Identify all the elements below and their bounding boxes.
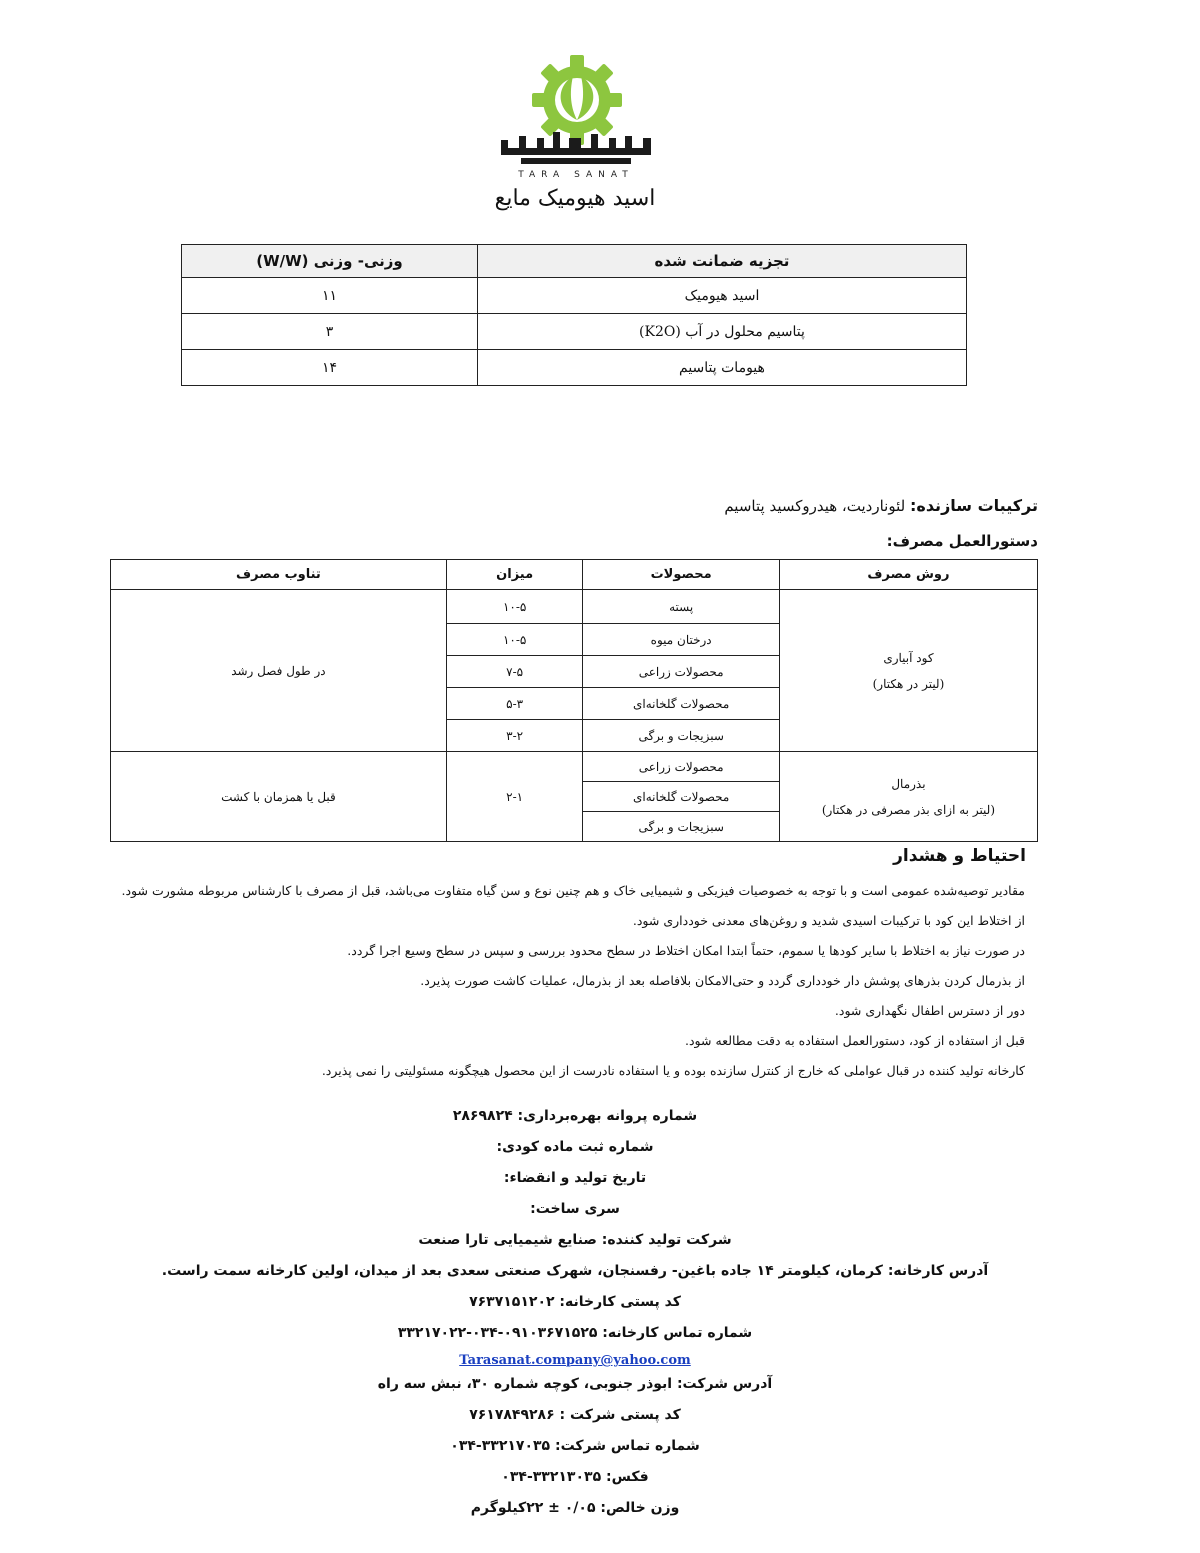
usage-interval: قبل یا همزمان با کشت — [111, 752, 447, 842]
usage-unit: (لیتر به ازای بذر مصرفی در هکتار) — [821, 802, 996, 817]
usage-header-method: روش مصرف — [779, 560, 1037, 590]
company-phone: شماره تماس شرکت: ۳۳۲۱۷۰۳۵-۰۳۴ — [450, 1438, 700, 1454]
table-header-row — [111, 560, 1038, 590]
caution-item: در صورت نیاز به اختلاط با سایر کودها یا سموم، حتماً ابتدا امکان اختلاط در سطح محدود بررسی و سپس در سطح وسیع اجرا گردد. — [347, 943, 1025, 958]
batch-number: سری ساخت: — [530, 1201, 620, 1217]
ingredients-value: لئوناردیت، هیدروکسید پتاسیم — [724, 497, 910, 515]
analysis-header-value: وزنی- وزنی (W/W) — [182, 245, 478, 278]
caution-item: کارخانه تولید کننده در قبال عواملی که خارج از کنترل سازنده بوده و یا استفاده نادرست از این محصول هیچگونه مسئولیتی را نمی پذیرد. — [321, 1063, 1025, 1078]
net-weight: وزن خالص: ۰/۰۵ ± ۲۲کیلوگرم — [470, 1500, 680, 1516]
company-address: آدرس شرکت: ابوذر جنوبی، کوچه شماره ۳۰، نبش سه راه — [377, 1376, 773, 1392]
usage-amount: ۱۰-۵ — [446, 624, 583, 656]
usage-amount: ۱۰-۵ — [446, 590, 583, 624]
usage-header-interval: تناوب مصرف — [111, 560, 447, 590]
usage-unit: (لیتر در هکتار) — [872, 676, 945, 691]
usage-product: محصولات زراعی — [583, 752, 779, 782]
usage-interval: در طول فصل رشد — [111, 590, 447, 752]
usage-amount: ۲-۱ — [446, 752, 583, 842]
analysis-header-item: تجزیه ضمانت شده — [477, 245, 966, 278]
caution-heading: احتیاط و هشدار — [893, 846, 1026, 866]
caution-item: دور از دسترس اطفال نگهداری شود. — [834, 1003, 1025, 1018]
usage-amount: ۳-۲ — [446, 720, 583, 752]
logo-latin-text: TARA SANAT — [518, 170, 634, 180]
gear-leaf-logo-icon — [497, 52, 655, 182]
usage-method: بذرمال — [891, 776, 926, 791]
usage-method-cell — [779, 590, 1037, 752]
company-postal-code: کد پستی شرکت : ۷۶۱۷۸۴۹۲۸۶ — [469, 1407, 681, 1423]
usage-method-cell — [779, 752, 1037, 842]
usage-product: محصولات گلخانه‌ای — [583, 688, 779, 720]
factory-address: آدرس کارخانه: کرمان، کیلومتر ۱۴ جاده باغین- رفسنجان، شهرک صنعتی سعدی بعد از میدان، اولین کارخانه سمت راست. — [161, 1263, 989, 1279]
analysis-item: اسید هیومیک — [477, 278, 966, 314]
license-number: شماره پروانه بهره‌برداری: ۲۸۶۹۸۲۴ — [452, 1108, 698, 1124]
table-row — [111, 590, 1038, 624]
usage-product: محصولات زراعی — [583, 656, 779, 688]
analysis-item: هیومات پتاسیم — [477, 350, 966, 386]
analysis-value: ۱۴ — [182, 350, 478, 386]
usage-product: محصولات گلخانه‌ای — [583, 782, 779, 812]
fax-number: فکس: ۳۳۲۱۳۰۳۵-۰۳۴ — [501, 1469, 649, 1485]
caution-item: مقادیر توصیه‌شده عمومی است و با توجه به خصوصیات فیزیکی و شیمیایی خاک و هم چنین نوع و سن گیاه متفاوت می‌باشد، قبل از مصرف با کارشناس مربوطه مشورت شود. — [121, 883, 1025, 898]
factory-postal-code: کد پستی کارخانه: ۷۶۳۷۱۵۱۲۰۲ — [469, 1294, 681, 1310]
usage-product: سبزیجات و برگی — [583, 720, 779, 752]
ingredients-label: ترکیبات سازنده: — [909, 496, 1038, 515]
usage-product: سبزیجات و برگی — [583, 812, 779, 842]
production-expiry-dates: تاریخ تولید و انقضاء: — [503, 1170, 647, 1186]
usage-amount: ۷-۵ — [446, 656, 583, 688]
usage-method: کود آبیاری — [883, 650, 934, 665]
product-title: اسید هیومیک مایع — [494, 186, 656, 211]
manufacturer: شرکت تولید کننده: صنایع شیمیایی تارا صنعت — [418, 1232, 732, 1248]
company-email-link[interactable]: Tarasanat.company@yahoo.com — [459, 1353, 691, 1368]
registration-number: شماره ثبت ماده کودی: — [496, 1139, 654, 1155]
table-row — [182, 350, 967, 386]
usage-product: پسته — [583, 590, 779, 624]
caution-item: از اختلاط این کود با ترکیبات اسیدی شدید و روغن‌های معدنی خودداری شود. — [632, 913, 1025, 928]
company-logo — [497, 52, 655, 182]
guaranteed-analysis-table — [181, 244, 967, 386]
caution-item: از بذرمال کردن بذرهای پوشش دار خودداری گردد و حتی‌الامکان بلافاصله بعد از بذرمال، عملیات کاشت صورت پذیرد. — [420, 973, 1025, 988]
analysis-item: پتاسیم محلول در آب (K2O) — [477, 314, 966, 350]
usage-header-products: محصولات — [583, 560, 779, 590]
table-row — [111, 752, 1038, 782]
usage-heading: دستورالعمل مصرف: — [886, 532, 1038, 550]
factory-phone: شماره تماس کارخانه: ۰۹۱۰۳۶۷۱۵۲۵-۰۳۴-۳۳۲۱۷۰۲۲ — [397, 1325, 753, 1341]
ingredients-line — [724, 496, 1038, 515]
table-row — [182, 278, 967, 314]
table-row — [182, 314, 967, 350]
usage-table — [110, 559, 1038, 842]
analysis-value: ۱۱ — [182, 278, 478, 314]
usage-product: درختان میوه — [583, 624, 779, 656]
usage-amount: ۵-۳ — [446, 688, 583, 720]
usage-header-amount: میزان — [446, 560, 583, 590]
analysis-value: ۳ — [182, 314, 478, 350]
table-header-row — [182, 245, 967, 278]
caution-item: قبل از استفاده از کود، دستورالعمل استفاده به دقت مطالعه شود. — [685, 1033, 1025, 1048]
caution-list — [121, 880, 1025, 1090]
product-info-block — [100, 1104, 1050, 1527]
